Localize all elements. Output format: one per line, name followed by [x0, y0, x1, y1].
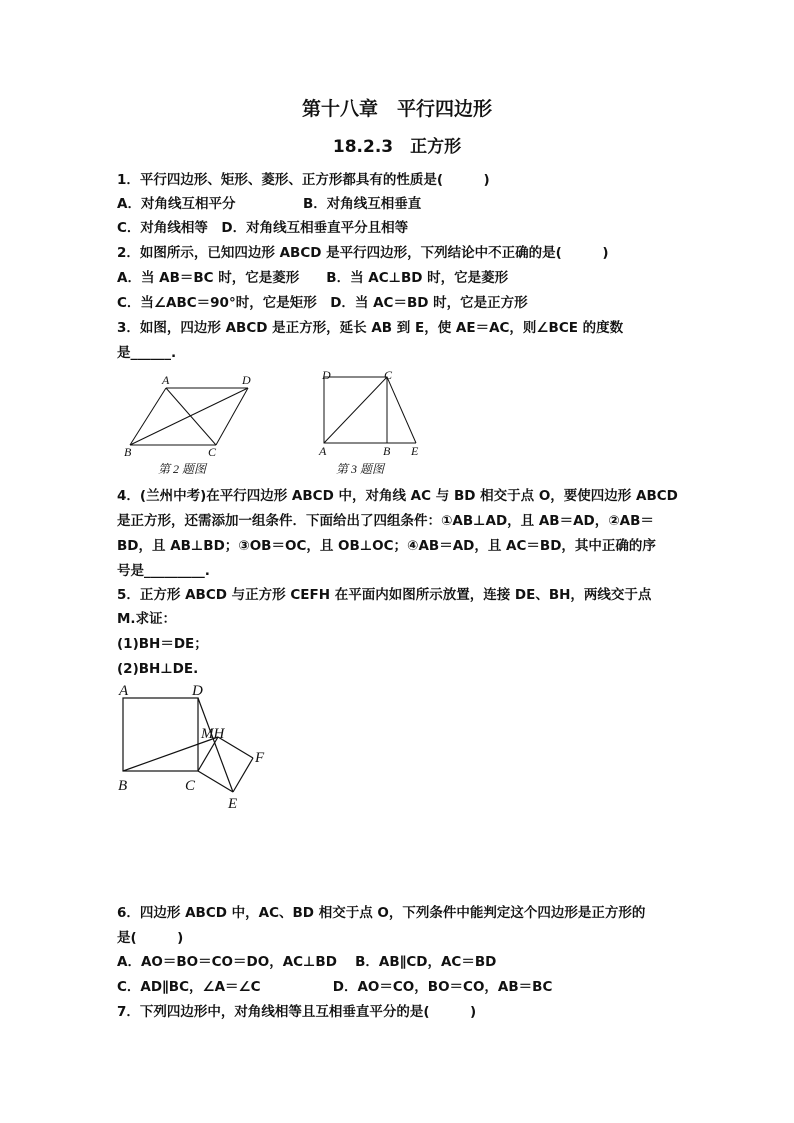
question-5-part-1: (1)BH＝DE；	[117, 636, 208, 652]
fig5-label-f: F	[255, 750, 265, 766]
fig5-square-abcd	[123, 698, 198, 771]
question-1-options-cd: C．对角线相等 D．对角线互相垂直平分且相等	[117, 220, 409, 236]
chapter-title: 第十八章 平行四边形	[301, 98, 492, 120]
fig3-label-c: C	[384, 368, 393, 382]
question-4-blank: 号是_________.	[117, 563, 210, 579]
question-5-line-2: M.求证：	[117, 611, 177, 627]
fig5-segment-bh	[123, 737, 218, 771]
fig2-side-dc	[216, 388, 248, 445]
fig2-label-a: A	[162, 373, 170, 387]
fig3-label-e: E	[411, 444, 419, 458]
figure-question-2	[118, 370, 268, 480]
question-2-options-ab: A．当 AB＝BC 时，它是菱形 B．当 AC⊥BD 时，它是菱形	[117, 270, 509, 286]
question-6-line-1: 6．四边形 ABCD 中，AC、BD 相交于点 O，下列条件中能判定这个四边形是正方形的	[117, 905, 646, 921]
question-2-stem: 2．如图所示，已知四边形 ABCD 是平行四边形，下列结论中不正确的是( )	[117, 245, 609, 261]
question-7-stem: 7．下列四边形中，对角线相等且互相垂直平分的是( )	[117, 1004, 477, 1020]
question-5-line-1: 5．正方形 ABCD 与正方形 CEFH 在平面内如图所示放置，连接 DE、BH，两线交于点	[117, 587, 652, 603]
section-title: 18.2.3 正方形	[332, 137, 462, 157]
question-5-part-2: (2)BH⊥DE.	[117, 661, 199, 677]
fig3-label-d: D	[322, 368, 331, 382]
fig5-segment-ec	[198, 771, 233, 792]
fig5-label-a: A	[119, 683, 129, 699]
fig5-label-e: E	[228, 796, 238, 812]
question-6-options-cd: C．AD∥BC，∠A＝∠C D．AO＝CO，BO＝CO，AB＝BC	[117, 979, 553, 995]
question-1-options-ab: A．对角线互相平分 B．对角线互相垂直	[117, 196, 422, 212]
figure-question-3	[314, 366, 434, 480]
fig2-label-b: B	[124, 445, 132, 459]
fig5-label-b: B	[118, 778, 128, 794]
fig5-label-c: C	[185, 778, 196, 794]
question-4-line-3: BD，且 AB⊥BD；③OB＝OC，且 OB⊥OC；④AB＝AD，且 AC＝BD，其中正确的序	[117, 538, 656, 554]
fig5-segment-de	[198, 698, 233, 792]
fig2-caption: 第 2 题图	[158, 462, 207, 476]
fig3-diagonal-ac	[324, 377, 387, 443]
question-6-line-2: 是( )	[117, 930, 184, 946]
question-3-blank: 是______.	[117, 345, 177, 361]
fig2-label-d: D	[242, 373, 251, 387]
fig3-caption: 第 3 题图	[336, 462, 385, 476]
fig3-segment-ce	[387, 377, 416, 443]
question-1-stem: 1．平行四边形、矩形、菱形、正方形都具有的性质是( )	[117, 172, 490, 188]
question-6-options-ab: A．AO＝BO＝CO＝DO，AC⊥BD B．AB∥CD，AC＝BD	[117, 954, 497, 970]
fig5-label-mh: MH	[201, 726, 225, 742]
fig2-diagonal-ac	[166, 388, 216, 445]
figure-question-5	[112, 680, 282, 812]
fig5-segment-fe	[233, 758, 253, 792]
question-3-stem: 3．如图，四边形 ABCD 是正方形，延长 AB 到 E，使 AE＝AC，则∠BCE 的度数	[117, 320, 624, 336]
question-4-line-2: 是正方形，还需添加一组条件．下面给出了四组条件：①AB⊥AD，且 AB＝AD，②AB＝	[117, 513, 654, 529]
question-2-options-cd: C．当∠ABC＝90°时，它是矩形 D．当 AC＝BD 时，它是正方形	[117, 295, 528, 311]
fig2-label-c: C	[208, 445, 217, 459]
fig3-label-b: B	[383, 444, 391, 458]
fig5-label-d: D	[192, 683, 203, 699]
fig3-label-a: A	[319, 444, 327, 458]
question-4-line-1: 4．(兰州中考)在平行四边形 ABCD 中，对角线 AC 与 BD 相交于点 O，要使四边形 ABCD	[117, 488, 678, 504]
